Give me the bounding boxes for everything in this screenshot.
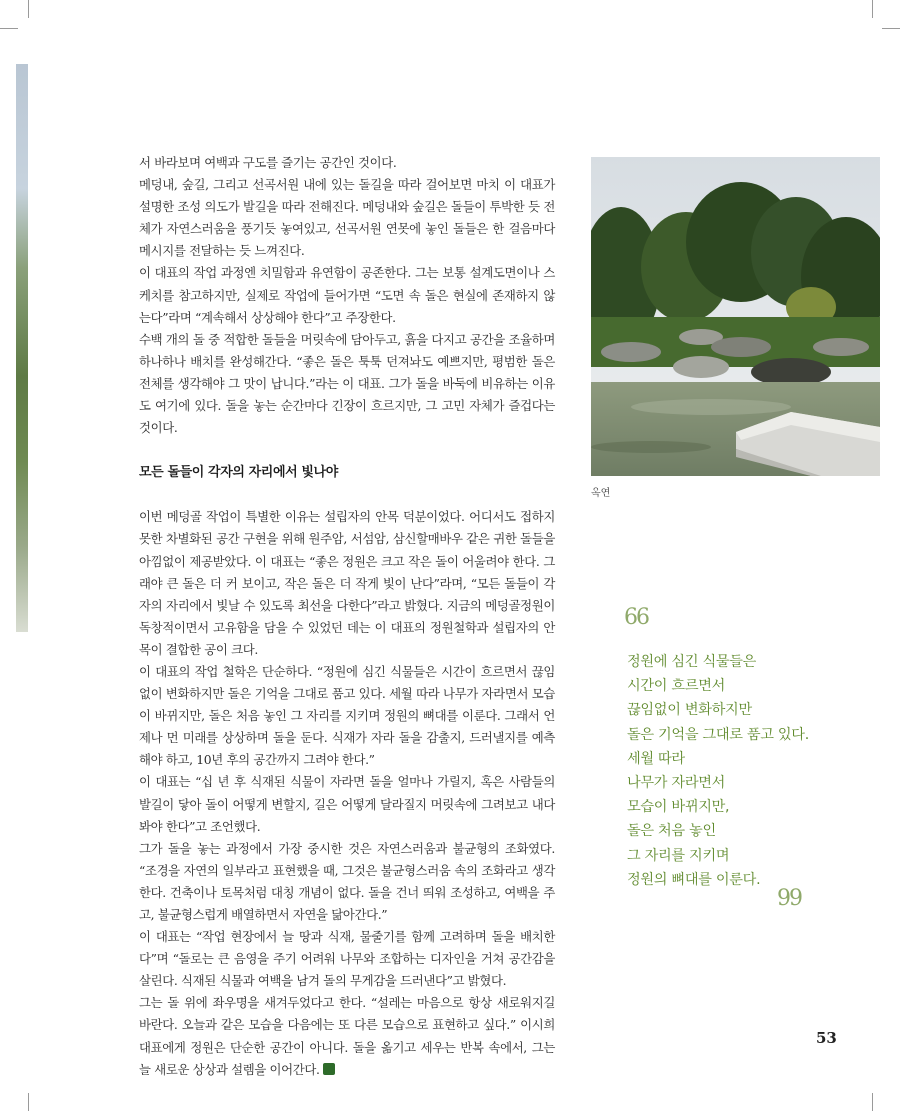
pull-quote-line: 모습이 바뀌지만, xyxy=(627,799,730,816)
article-paragraph: 수백 개의 돌 중 적합한 돌들을 머릿속에 담아두고, 흙을 다지고 공간을 조율하며 하나하나 배치를 완성해간다. “좋은 돌은 툭툭 던져놔도 예쁘지만, 평범한 돌은 전체를 생각해야 그 맛이 납니다.”라는 이 대표. 그가 돌을 바둑에 비유하는 이유도 여기에 있다. 돌을 놓는 순간마다 긴장이 흐르지만, 그 고민 자체가 즐겁다는 것이다. xyxy=(139,331,555,436)
article-paragraph-last: 그는 돌 위에 좌우명을 새겨두었다고 한다. “설레는 마음으로 항상 새로워지길 바란다. 오늘과 같은 모습을 다음에는 또 다른 모습으로 표현하고 싶다.” 이시희 대표에게 정원은 단순한 공간이 아니다. 돌을 옮기고 세우는 반복 속에서, 그는 늘 새로운 상상과 설렘을 이어간다. xyxy=(139,995,555,1077)
adjacent-page-photo-strip xyxy=(16,64,28,632)
pull-quote-line: 시간이 흐르면서 xyxy=(627,678,726,695)
article-paragraph: 그가 돌을 놓는 과정에서 가장 중시한 것은 자연스러움과 불균형의 조화였다. “조경을 자연의 일부라고 표현했을 때, 그것은 불균형스러움 속의 조화라고 생각한다. 건축이나 토목처럼 대칭 개념이 없다. 돌을 건너 띄워 조성하고, 여백을 주고, 불균형스럽게 배열하면서 자연을 닮아간다.” xyxy=(139,840,555,922)
pull-quote xyxy=(627,650,877,892)
pull-quote-line: 그 자리를 지키며 xyxy=(627,847,730,864)
pull-quote-line: 세월 따라 xyxy=(627,750,685,767)
article-body xyxy=(139,152,555,1081)
pull-quote-line: 끊임없이 변화하지만 xyxy=(627,702,752,719)
article-paragraph: 서 바라보며 여백과 구도를 즐기는 공간인 것이다. xyxy=(139,155,397,170)
pull-quote-line: 정원에 심긴 식물들은 xyxy=(627,654,757,670)
quote-close-mark: 99 xyxy=(777,886,801,911)
pull-quote-line: 돌은 처음 놓인 xyxy=(627,823,716,840)
end-mark-icon xyxy=(323,1063,335,1075)
article-paragraph: 메덩내, 숲길, 그리고 선곡서원 내에 있는 돌길을 따라 걸어보면 마치 이 대표가 설명한 조성 의도가 발길을 따라 전해진다. 메덩내와 숲길은 돌들이 투박한 듯 전체가 자연스러움을 풍기듯 놓여있고, 선곡서원 연못에 놓인 돌들은 한 걸음마다 메시지를 전달하는 듯 느껴진다. xyxy=(139,177,555,259)
garden-pond-photo xyxy=(591,157,880,476)
pull-quote-line: 나무가 자라면서 xyxy=(627,775,726,792)
quote-open-mark: 66 xyxy=(624,605,648,630)
page-number: 53 xyxy=(816,1029,837,1047)
crop-mark xyxy=(872,1093,873,1111)
pull-quote-line: 정원의 뼈대를 이룬다. xyxy=(627,871,761,888)
article-paragraph: 이 대표의 작업 과정엔 치밀함과 유연함이 공존한다. 그는 보통 설계도면이나 스케치를 참고하지만, 실제로 작업에 들어가면 “도면 속 돌은 현실에 존재하지 않는다”라며 “계속해서 상상해야 한다”고 주장한다. xyxy=(139,265,555,325)
crop-mark xyxy=(28,1093,29,1111)
article-paragraph: 이 대표는 “십 년 후 식재된 식물이 자라면 돌을 얼마나 가릴지, 혹은 사람들의 발길이 닿아 돌이 어떻게 변할지, 길은 어떻게 달라질지 머릿속에 그려보고 내다봐야 한다”고 조언했다. xyxy=(139,774,555,834)
article-paragraph: 이번 메덩골 작업이 특별한 이유는 설립자의 안목 덕분이었다. 어디서도 접하지 못한 차별화된 공간 구현을 위해 원주암, 서섬암, 삼신할매바우 같은 귀한 돌들을 아낌없이 제공받았다. 이 대표는 “좋은 정원은 크고 작은 돌이 어울려야 한다. 그래야 큰 돌은 더 커 보이고, 작은 돌은 더 작게 빛이 난다”라며, “모든 돌들이 각자의 자리에서 빛날 수 있도록 최선을 다한다”라고 밝혔다. 지금의 메덩골정원이 독창적이면서 고유함을 담을 수 있었던 데는 이 대표의 정원철학과 설립자의 안목이 결합한 공이 크다. xyxy=(139,509,555,657)
photo-caption: 옥연 xyxy=(591,488,611,499)
pull-quote-line: 돌은 기억을 그대로 품고 있다. xyxy=(627,726,809,743)
crop-mark xyxy=(882,28,900,29)
article-paragraph: 이 대표의 작업 철학은 단순하다. “정원에 심긴 식물들은 시간이 흐르면서 끊임없이 변화하지만 돌은 기억을 그대로 품고 있다. 세월 따라 나무가 자라면서 모습이 바뀌지만, 돌은 처음 놓인 그 자리를 지키며 정원의 뼈대를 이룬다. 그래서 언제나 먼 미래를 상상하며 돌을 둔다. 식재가 자라 돌을 감출지, 드러낼지를 예측해야 하고, 10년 후의 공간까지 그려야 한다.” xyxy=(139,663,555,768)
article-paragraph: 이 대표는 “작업 현장에서 늘 땅과 식재, 물줄기를 함께 고려하며 돌을 배치한다”며 “돌로는 큰 음영을 주기 어려워 나무와 조합하는 디자인을 거쳐 공간감을 살린다. 식재된 식물과 여백을 남겨 돌의 무게감을 드러낸다”고 밝혔다. xyxy=(139,929,555,989)
crop-mark xyxy=(0,28,18,29)
crop-mark xyxy=(28,0,29,18)
section-heading: 모든 돌들이 각자의 자리에서 빛나야 xyxy=(139,465,338,481)
crop-mark xyxy=(872,0,873,18)
